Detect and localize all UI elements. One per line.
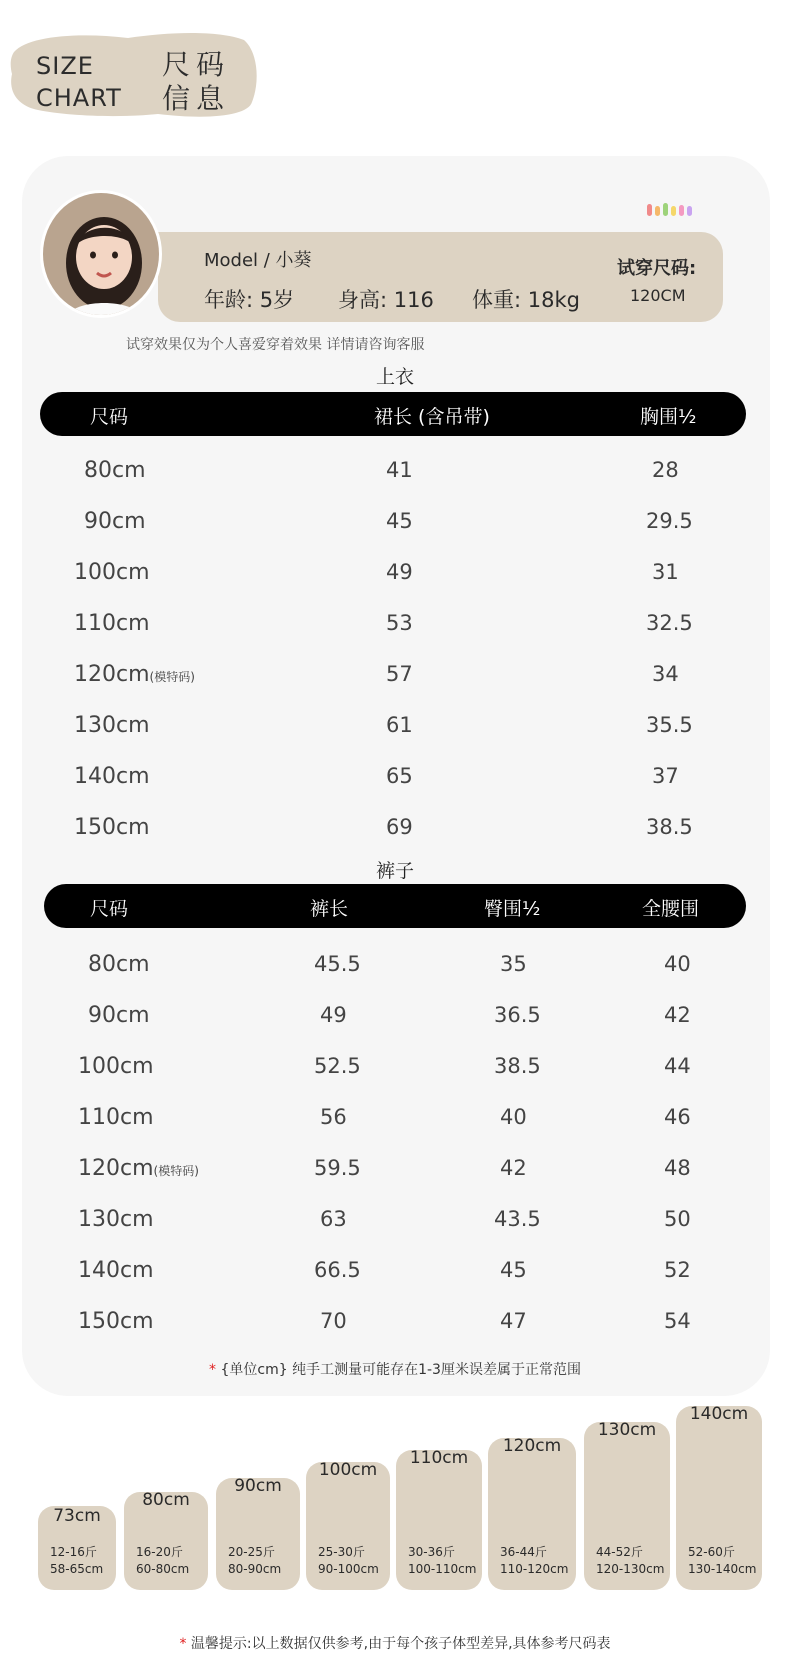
bar-size-label: 80cm xyxy=(142,1490,190,1510)
model-avatar xyxy=(40,190,162,318)
tip-star: * xyxy=(179,1636,187,1652)
bar-weight-label: 52-60斤 xyxy=(688,1545,735,1559)
size-value: 80cm xyxy=(88,952,150,977)
unit-note xyxy=(0,1359,790,1379)
length-cell: 61 xyxy=(386,713,413,737)
bar-size-label: 130cm xyxy=(597,1420,657,1440)
pants-table-header xyxy=(44,884,746,928)
length-cell: 57 xyxy=(386,662,413,686)
size-cell xyxy=(78,1309,154,1334)
length-cell: 66.5 xyxy=(314,1258,361,1282)
table-row xyxy=(0,707,790,747)
table-row xyxy=(0,1048,790,1088)
header-chest: 胸围½ xyxy=(640,406,697,428)
height-bar xyxy=(306,1462,390,1590)
height-bar xyxy=(584,1422,670,1590)
bar-size-label: 73cm xyxy=(53,1506,101,1526)
size-cell xyxy=(78,1054,154,1079)
try-size-label: 试穿尺码: xyxy=(617,258,697,279)
size-value: 130cm xyxy=(74,713,150,738)
bar-weight-label: 20-25斤 xyxy=(228,1545,275,1559)
hip-cell: 38.5 xyxy=(494,1054,541,1078)
chest-cell: 38.5 xyxy=(646,815,693,839)
size-value: 110cm xyxy=(78,1105,154,1130)
table-row xyxy=(0,503,790,543)
header-size: 尺码 xyxy=(90,898,129,920)
header-waist: 全腰围 xyxy=(642,898,700,920)
size-value: 80cm xyxy=(84,458,146,483)
bar-weight-label: 12-16斤 xyxy=(50,1545,97,1559)
size-value: 140cm xyxy=(78,1258,154,1283)
bar-size-label: 90cm xyxy=(234,1476,282,1496)
title-cn-line1: 尺码 xyxy=(162,48,231,81)
size-cell xyxy=(84,458,146,483)
table-row xyxy=(0,1252,790,1292)
unit-note-text: {单位cm} 纯手工测量可能存在1-3厘米误差属于正常范围 xyxy=(220,1362,581,1378)
hip-cell: 42 xyxy=(500,1156,527,1180)
header-hip: 臀围½ xyxy=(484,898,541,920)
length-cell: 70 xyxy=(320,1309,347,1333)
table-row xyxy=(0,1303,790,1343)
height-bar xyxy=(216,1478,300,1590)
table-row xyxy=(0,554,790,594)
size-cell xyxy=(78,1156,199,1181)
bar-height-label: 110-120cm xyxy=(500,1562,569,1576)
title-cn-line2: 信息 xyxy=(162,82,231,115)
size-cell xyxy=(84,509,146,534)
height-bar xyxy=(396,1450,482,1590)
size-cell xyxy=(74,815,150,840)
bar-height-label: 80-90cm xyxy=(228,1562,282,1576)
size-value: 140cm xyxy=(74,764,150,789)
hip-cell: 40 xyxy=(500,1105,527,1129)
header-pants-length: 裤长 xyxy=(310,898,349,920)
size-value: 120cm xyxy=(78,1156,154,1181)
bar-height-label: 130-140cm xyxy=(688,1562,757,1576)
size-cell xyxy=(78,1207,154,1232)
waist-cell: 46 xyxy=(664,1105,691,1129)
size-chart-title xyxy=(36,50,122,114)
height-bar xyxy=(124,1492,208,1590)
bar-weight-label: 36-44斤 xyxy=(500,1545,547,1559)
table-row xyxy=(0,452,790,492)
size-value: 130cm xyxy=(78,1207,154,1232)
bar-weight-label: 25-30斤 xyxy=(318,1545,365,1559)
waist-cell: 48 xyxy=(664,1156,691,1180)
chest-cell: 29.5 xyxy=(646,509,693,533)
top-table-title: 上衣 xyxy=(375,366,414,388)
pants-table-title: 裤子 xyxy=(375,860,414,882)
table-row xyxy=(0,605,790,645)
bar-height-label: 120-130cm xyxy=(596,1562,665,1576)
chest-cell: 31 xyxy=(652,560,679,584)
length-cell: 45.5 xyxy=(314,952,361,976)
size-cell xyxy=(74,764,150,789)
length-cell: 49 xyxy=(320,1003,347,1027)
model-height: 身高: 116 xyxy=(338,288,434,312)
chest-cell: 34 xyxy=(652,662,679,686)
size-info-title xyxy=(162,48,230,116)
bar-weight-label: 44-52斤 xyxy=(596,1545,643,1559)
size-cell xyxy=(78,1105,154,1130)
hip-cell: 36.5 xyxy=(494,1003,541,1027)
length-cell: 53 xyxy=(386,611,413,635)
hip-cell: 35 xyxy=(500,952,527,976)
length-cell: 65 xyxy=(386,764,413,788)
table-row xyxy=(0,809,790,849)
length-cell: 63 xyxy=(320,1207,347,1231)
top-table-header xyxy=(40,392,746,436)
size-cell xyxy=(74,560,150,585)
hip-cell: 47 xyxy=(500,1309,527,1333)
model-age: 年龄: 5岁 xyxy=(204,288,295,312)
waist-cell: 40 xyxy=(664,952,691,976)
chest-cell: 32.5 xyxy=(646,611,693,635)
length-cell: 69 xyxy=(386,815,413,839)
model-size-note: (模特码) xyxy=(153,1164,199,1178)
title-en-line2: CHART xyxy=(36,84,122,112)
waist-cell: 52 xyxy=(664,1258,691,1282)
table-row xyxy=(0,946,790,986)
tip-text: 温馨提示:以上数据仅供参考,由于每个孩子体型差异,具体参考尺码表 xyxy=(190,1636,611,1652)
header-size: 尺码 xyxy=(90,406,129,428)
size-value: 90cm xyxy=(84,509,146,534)
size-cell xyxy=(88,1003,150,1028)
length-cell: 41 xyxy=(386,458,413,482)
model-name: Model / 小葵 xyxy=(204,250,312,271)
title-en-line1: SIZE xyxy=(36,52,94,80)
waist-cell: 54 xyxy=(664,1309,691,1333)
try-size-value: 120CM xyxy=(630,286,686,305)
bar-size-label: 120cm xyxy=(502,1436,562,1456)
waist-cell: 42 xyxy=(664,1003,691,1027)
length-cell: 45 xyxy=(386,509,413,533)
model-note: 试穿效果仅为个人喜爱穿着效果 详情请咨询客服 xyxy=(126,337,425,353)
size-value: 90cm xyxy=(88,1003,150,1028)
height-bar xyxy=(488,1438,576,1590)
table-row xyxy=(0,758,790,798)
bar-height-label: 60-80cm xyxy=(136,1562,190,1576)
table-row xyxy=(0,1201,790,1241)
waist-cell: 50 xyxy=(664,1207,691,1231)
bar-weight-label: 16-20斤 xyxy=(136,1545,183,1559)
chest-cell: 35.5 xyxy=(646,713,693,737)
bar-weight-label: 30-36斤 xyxy=(408,1545,455,1559)
length-cell: 59.5 xyxy=(314,1156,361,1180)
size-cell xyxy=(78,1258,154,1283)
waist-cell: 44 xyxy=(664,1054,691,1078)
height-bar xyxy=(676,1406,762,1590)
length-cell: 56 xyxy=(320,1105,347,1129)
bar-size-label: 140cm xyxy=(689,1404,749,1424)
chest-cell: 37 xyxy=(652,764,679,788)
size-cell xyxy=(74,713,150,738)
size-value: 120cm xyxy=(74,662,150,687)
table-row xyxy=(0,1099,790,1139)
size-value: 100cm xyxy=(74,560,150,585)
warm-tip xyxy=(0,1633,790,1653)
size-cell xyxy=(74,611,150,636)
model-size-note: (模特码) xyxy=(149,670,195,684)
bar-height-label: 58-65cm xyxy=(50,1562,104,1576)
height-bar xyxy=(38,1506,116,1590)
header-dress-length: 裙长 (含吊带) xyxy=(374,406,490,428)
bar-size-label: 100cm xyxy=(318,1460,378,1480)
table-row xyxy=(0,656,790,696)
size-value: 150cm xyxy=(78,1309,154,1334)
model-weight: 体重: 18kg xyxy=(472,288,580,312)
size-value: 100cm xyxy=(78,1054,154,1079)
size-cell xyxy=(88,952,150,977)
unit-note-star: * xyxy=(209,1362,217,1378)
size-value: 110cm xyxy=(74,611,150,636)
bar-height-label: 90-100cm xyxy=(318,1562,379,1576)
hip-cell: 45 xyxy=(500,1258,527,1282)
table-row xyxy=(0,1150,790,1190)
bar-size-label: 110cm xyxy=(409,1448,469,1468)
bar-height-label: 100-110cm xyxy=(408,1562,477,1576)
length-cell: 49 xyxy=(386,560,413,584)
table-row xyxy=(0,997,790,1037)
size-value: 150cm xyxy=(74,815,150,840)
chest-cell: 28 xyxy=(652,458,679,482)
hip-cell: 43.5 xyxy=(494,1207,541,1231)
length-cell: 52.5 xyxy=(314,1054,361,1078)
color-dots-decoration xyxy=(646,202,694,218)
size-cell xyxy=(74,662,195,687)
